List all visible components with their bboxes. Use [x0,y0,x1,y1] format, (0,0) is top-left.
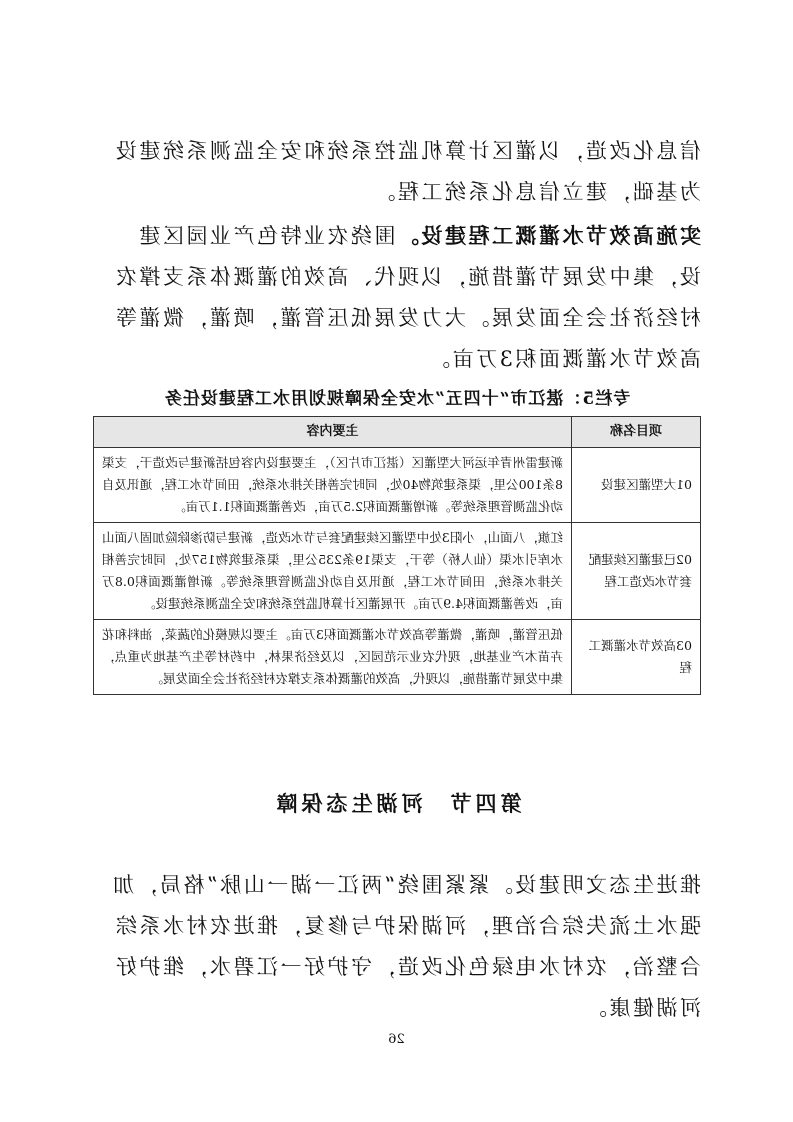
paragraph-text: 紧紧围绕“两江一湖一山脉”格局，加强水土流失综合治理，河湖保护与修复，推进农村水系综合整治，农村水电绿色化改造，守护好一江碧水，维护好河湖健康。 [110,873,701,1020]
project-name-cell: 01大型灌区建设 [572,448,701,523]
paragraph-lead: 实施高效节水灌溉工程建设。 [395,223,701,248]
project-content-cell: 红旗，八面山，小阳3处中型灌区续建配套与节水改造，新建与防渗除险加固八面山水库引水渠（仙人桥）等干，支渠19条235公里，渠系建筑物157处，同时完善相关排水系统，田间节水工程，通讯及自动化监测管理系统等。新增灌溉面积0.8万亩，改善灌溉面积4.9万亩。开展灌区计算机监控系统和安全监测系统建设。 [94,523,572,620]
project-name-cell: 02已建灌区续建配套节水改造工程 [572,523,701,620]
paragraph-infrastructure [93,131,701,213]
paragraph-text: 推进生态文明建设。 [489,873,701,897]
header-main-content: 主要内容 [94,417,572,448]
table-row [94,523,701,620]
project-table [93,416,701,695]
page-number: 26 [388,1032,405,1047]
paragraph-ecology [93,865,701,1029]
header-project-name: 项目名称 [572,417,701,448]
project-name-cell: 03高效节水灌溉工程 [572,620,701,695]
table-row [94,448,701,523]
paragraph-irrigation [93,215,701,380]
paragraph-text: 围绕农业特色产业园区建设，集中发展节灌措施，以现代、高效的灌溉体系支撑农村经济社会全面发展。大力发展低压管灌，喷灌，微灌等高效节水灌溉面积3万亩。 [113,224,701,371]
project-content-cell: 低压管灌，喷灌，微灌等高效节水灌溉面积3万亩。主要以规模化的蔬菜，油料和花卉苗木产业基地，现代农业示范园区，以及经济果林，中药材等生产基地为重点，集中发展节灌措施，以现代，高效的灌溉体系支撑农村经济社会全面发展。 [94,620,572,695]
table-title: 专栏5：湛江市“十四五”水安全保障规划用水工程建设任务 [163,389,631,409]
project-content-cell: 新建雷州青年运河大型灌区（湛江市片区），主要建设内容包括新建与改造干，支渠8条100公里，渠系建筑物40处，同时完善相关排水系统，田间节水工程，通讯及自动化监测管理系统等。新增灌溉面积2.5万亩，改善灌溉面积1.1万亩。 [94,448,572,523]
section-number: 第四节 [446,791,522,816]
section-heading [93,788,701,818]
section-title-text: 河湖生态保障 [272,791,423,816]
table-header-row [94,417,701,448]
paragraph-text: 信息化改造，以灌区计算机监控系统和安全监测系统建设为基础，建立信息化系统工程。 [113,139,701,204]
table-row [94,620,701,695]
